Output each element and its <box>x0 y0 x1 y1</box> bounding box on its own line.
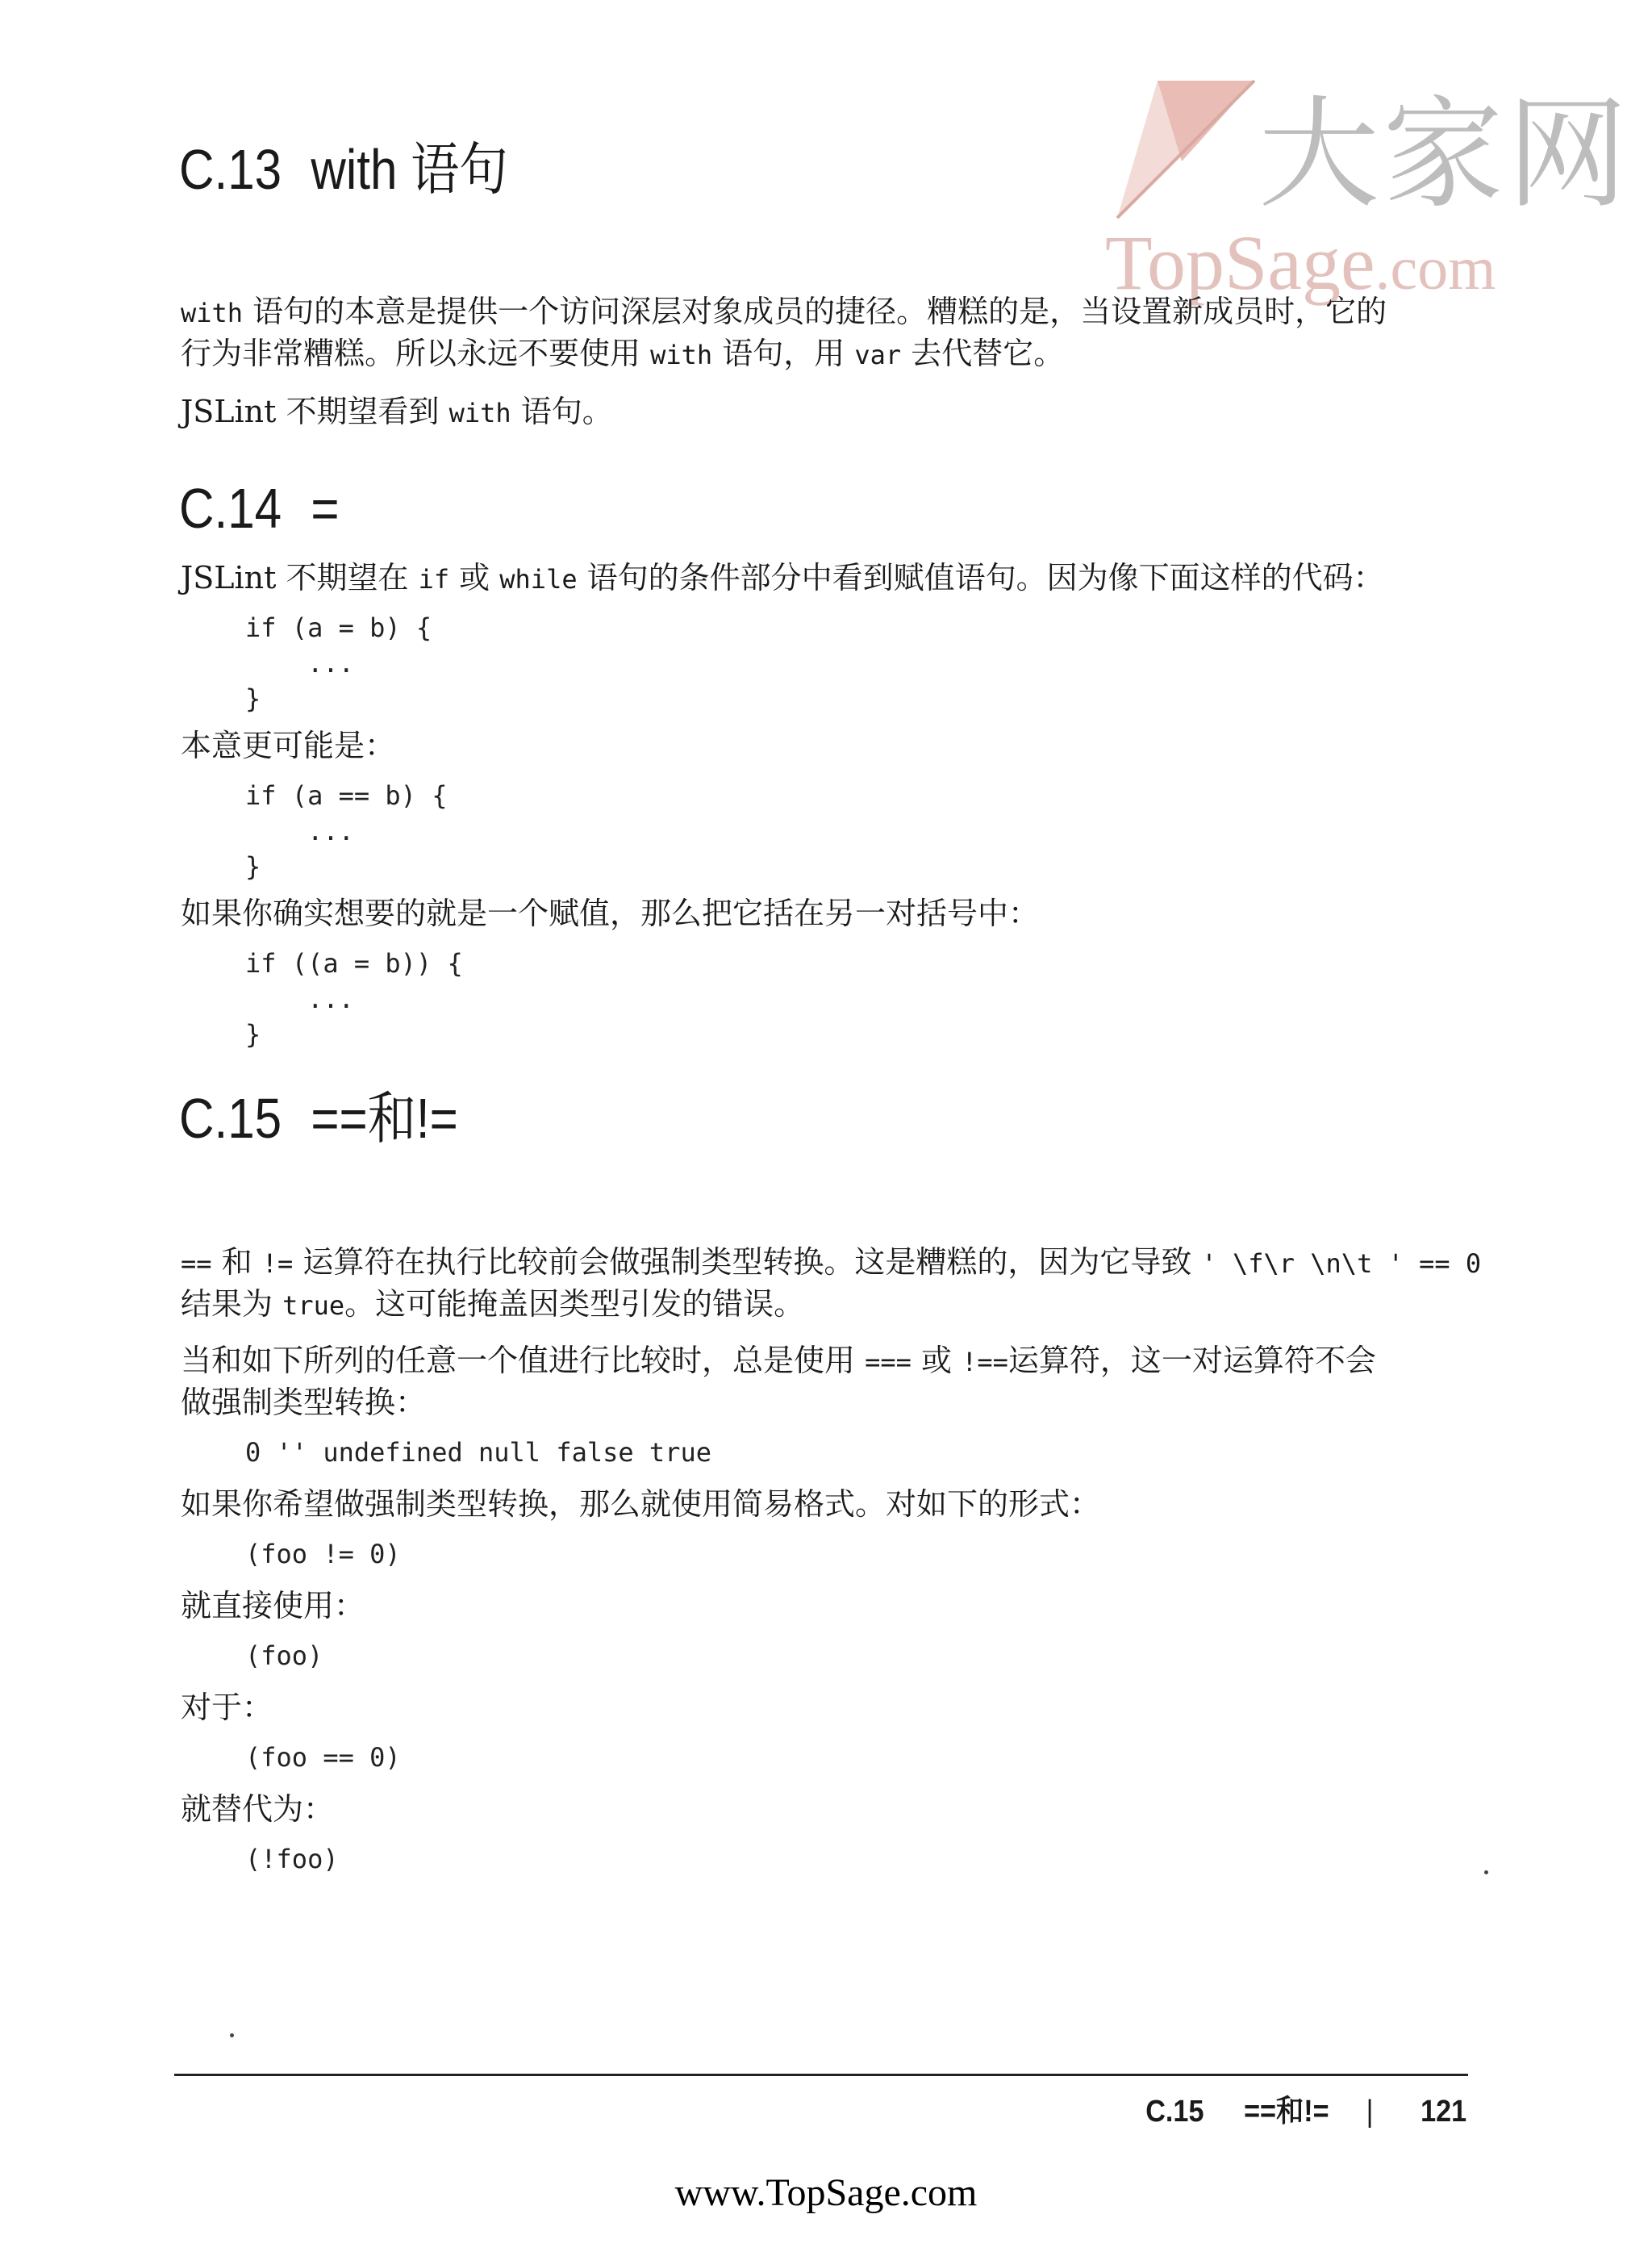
section-heading-c13: C.13 with 语句 <box>179 138 508 201</box>
inline-code: with <box>181 298 244 328</box>
inline-code: with <box>650 340 713 370</box>
inline-code: var <box>854 340 902 370</box>
text-run: 语句的本意是提供一个访问深层对象成员的捷径。糟糕的是，当设置新成员时，它的 <box>243 294 1387 329</box>
section-heading-c15: C.15 ==和!= <box>179 1087 458 1150</box>
text-run: 和 <box>211 1244 262 1280</box>
c15-paragraph-line-2 <box>181 1283 1471 1327</box>
inline-code: if <box>418 564 450 595</box>
site-url: www.TopSage.com <box>674 2171 978 2214</box>
inline-code: == <box>181 1248 212 1279</box>
text-run: 。这可能掩盖因类型引发的错误。 <box>344 1286 805 1322</box>
inline-code: with <box>448 398 511 428</box>
code-foo-equal: (foo == 0) <box>245 1742 401 1773</box>
inline-code: !== <box>962 1347 1008 1377</box>
c13-paragraph-line-1 <box>181 290 1471 334</box>
watermark-brand: TopSage.com <box>1105 219 1496 306</box>
footer-rule <box>174 2074 1468 2076</box>
text-run: 去代替它。 <box>901 336 1065 371</box>
faded-subheading-c13 <box>331 219 670 249</box>
code-block-assign: if (a = b) { ... } <box>245 612 432 714</box>
text-run: 运算符，这一对运算符不会 <box>1007 1343 1376 1378</box>
c14-text-parens: 如果你确实想要的就是一个赋值，那么把它括在另一对括号中： <box>181 896 1040 931</box>
page-number: 121 <box>1420 2095 1466 2129</box>
text-run: JSLint 不期望看到 <box>181 394 449 429</box>
section-heading-c14: C.14 = <box>179 477 340 540</box>
c15-paragraph2-line-1 <box>181 1339 1471 1383</box>
c15-text-coercion: 如果你希望做强制类型转换，那么就使用简易格式。对如下的形式： <box>181 1486 1101 1522</box>
c14-text-likely: 本意更可能是： <box>181 728 396 763</box>
inline-code: ' \f\r \n\t ' == 0 <box>1201 1248 1482 1279</box>
text-run: 结果为 <box>181 1286 283 1322</box>
topsage-logo-icon <box>1109 65 1262 226</box>
c13-paragraph-line-2 <box>181 332 1471 376</box>
running-footer <box>1145 2086 1466 2130</box>
footer-section: C.15 <box>1145 2095 1204 2129</box>
footer-separator: | <box>1366 2095 1374 2129</box>
text-run: 语句的条件部分中看到赋值语句。因为像下面这样的代码： <box>577 560 1384 595</box>
text-run: 语句。 <box>511 394 613 429</box>
inline-code: while <box>499 564 578 595</box>
scan-speck <box>1484 1870 1488 1874</box>
c15-paragraph-line-1 <box>181 1241 1482 1285</box>
inline-code: true <box>282 1290 345 1321</box>
text-run: 运算符在执行比较前会做强制类型转换。这是糟糕的，因为它导致 <box>293 1244 1202 1280</box>
footer-title: ==和!= <box>1243 2095 1329 2129</box>
text-run: 当和如下所列的任意一个值进行比较时，总是使用 <box>181 1343 866 1378</box>
code-not-foo: (!foo) <box>245 1844 339 1874</box>
watermark-chinese-logo: 大家网 <box>1258 85 1632 225</box>
code-falsy-values: 0 '' undefined null false true <box>245 1437 711 1468</box>
scan-speck <box>230 2033 234 2037</box>
text-run: JSLint 不期望在 <box>181 560 419 595</box>
code-foo-not-equal: (foo != 0) <box>245 1539 401 1569</box>
c15-text-use-directly: 就直接使用： <box>181 1588 365 1623</box>
c14-intro <box>181 557 1471 600</box>
code-block-double-parens: if ((a = b)) { ... } <box>245 948 463 1050</box>
code-block-equality: if (a == b) { ... } <box>245 780 448 882</box>
text-run: 行为非常糟糕。所以永远不要使用 <box>181 336 651 371</box>
c13-paragraph-2 <box>181 391 1471 434</box>
inline-code: === <box>865 1347 912 1377</box>
text-run: 或 <box>449 560 500 595</box>
code-foo: (foo) <box>245 1640 323 1671</box>
c15-text-replace: 就替代为： <box>181 1791 335 1827</box>
c15-text-for: 对于： <box>181 1690 273 1725</box>
faded-subheading-c15 <box>331 1175 540 1204</box>
c15-paragraph2-line-2: 做强制类型转换： <box>181 1385 427 1420</box>
text-run: 语句，用 <box>712 336 855 371</box>
text-run: 或 <box>911 1343 962 1378</box>
inline-code: != <box>261 1248 294 1279</box>
